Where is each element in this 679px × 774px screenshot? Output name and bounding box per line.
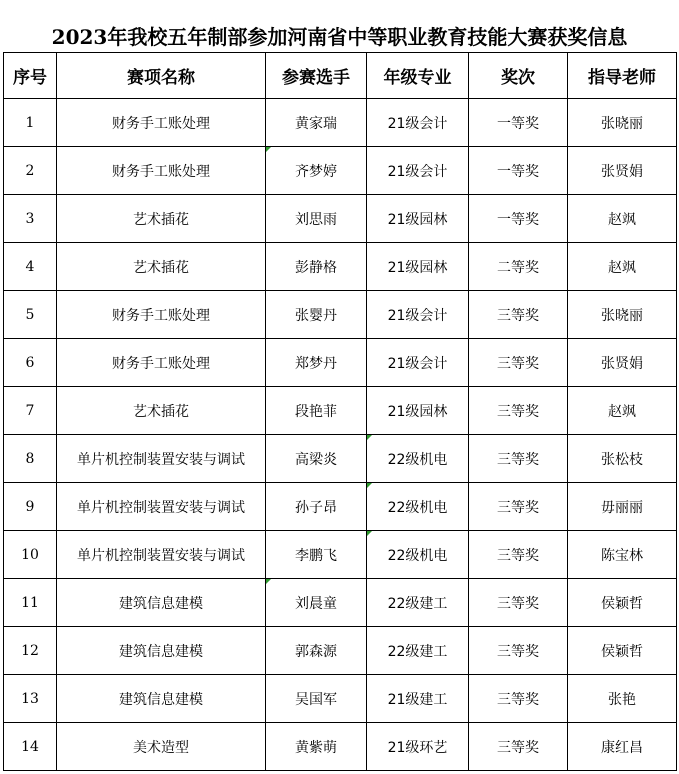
header-event-name: 赛项名称 [57,53,266,99]
cell-serial-number: 7 [4,387,57,435]
cell-serial-number: 10 [4,531,57,579]
cell-contestant: 郑梦丹 [266,339,367,387]
table-row [4,531,677,579]
cell-serial-number: 9 [4,483,57,531]
cell-serial-number: 14 [4,723,57,771]
awards-table [3,52,677,771]
table-row [4,483,677,531]
cell-event-name: 单片机控制装置安装与调试 [57,483,266,531]
cell-grade-major: 22级机电 [367,531,469,579]
cell-grade-major: 22级建工 [367,627,469,675]
cell-instructor: 张艳 [568,675,677,723]
cell-contestant: 张婴丹 [266,291,367,339]
cell-instructor: 张松枝 [568,435,677,483]
cell-award-level: 三等奖 [469,339,568,387]
cell-award-level: 三等奖 [469,435,568,483]
cell-grade-major: 21级建工 [367,675,469,723]
cell-instructor: 张贤娟 [568,147,677,195]
cell-award-level: 三等奖 [469,387,568,435]
cell-grade-major: 21级会计 [367,147,469,195]
cell-contestant: 彭静格 [266,243,367,291]
cell-award-level: 三等奖 [469,627,568,675]
cell-grade-major: 22级建工 [367,579,469,627]
cell-event-name: 财务手工账处理 [57,99,266,147]
table-header-row [4,53,677,99]
cell-contestant: 孙子昂 [266,483,367,531]
cell-award-level: 一等奖 [469,99,568,147]
cell-award-level: 三等奖 [469,483,568,531]
cell-instructor: 毋丽丽 [568,483,677,531]
cell-instructor: 赵飒 [568,387,677,435]
cell-event-name: 美术造型 [57,723,266,771]
cell-serial-number: 13 [4,675,57,723]
cell-grade-major: 21级环艺 [367,723,469,771]
cell-contestant: 高梁炎 [266,435,367,483]
cell-event-name: 单片机控制装置安装与调试 [57,435,266,483]
cell-grade-major: 21级园林 [367,243,469,291]
cell-grade-major: 21级园林 [367,387,469,435]
table-row [4,147,677,195]
cell-event-name: 财务手工账处理 [57,339,266,387]
header-contestant: 参赛选手 [266,53,367,99]
table-row [4,627,677,675]
cell-serial-number: 8 [4,435,57,483]
cell-contestant: 刘晨童 [266,579,367,627]
cell-contestant: 刘思雨 [266,195,367,243]
cell-event-name: 建筑信息建模 [57,627,266,675]
cell-instructor: 康红昌 [568,723,677,771]
cell-event-name: 财务手工账处理 [57,291,266,339]
table-row [4,99,677,147]
cell-grade-major: 22级机电 [367,435,469,483]
cell-event-name: 建筑信息建模 [57,579,266,627]
table-row [4,387,677,435]
cell-serial-number: 3 [4,195,57,243]
cell-serial-number: 5 [4,291,57,339]
cell-award-level: 三等奖 [469,675,568,723]
cell-award-level: 三等奖 [469,531,568,579]
table-row [4,723,677,771]
header-instructor: 指导老师 [568,53,677,99]
cell-grade-major: 21级会计 [367,339,469,387]
header-grade-major: 年级专业 [367,53,469,99]
table-row [4,675,677,723]
cell-award-level: 三等奖 [469,291,568,339]
cell-instructor: 侯颖哲 [568,627,677,675]
cell-instructor: 侯颖哲 [568,579,677,627]
table-row [4,339,677,387]
cell-award-level: 三等奖 [469,723,568,771]
cell-serial-number: 11 [4,579,57,627]
table-row [4,195,677,243]
cell-event-name: 财务手工账处理 [57,147,266,195]
cell-grade-major: 21级会计 [367,99,469,147]
cell-serial-number: 6 [4,339,57,387]
cell-instructor: 张贤娟 [568,339,677,387]
cell-event-name: 艺术插花 [57,243,266,291]
cell-event-name: 艺术插花 [57,387,266,435]
cell-award-level: 一等奖 [469,147,568,195]
cell-contestant: 黄紫萌 [266,723,367,771]
table-row [4,579,677,627]
cell-serial-number: 2 [4,147,57,195]
cell-award-level: 一等奖 [469,195,568,243]
cell-contestant: 李鹏飞 [266,531,367,579]
table-row [4,435,677,483]
cell-event-name: 艺术插花 [57,195,266,243]
header-award-level: 奖次 [469,53,568,99]
cell-serial-number: 12 [4,627,57,675]
cell-event-name: 建筑信息建模 [57,675,266,723]
table-row [4,291,677,339]
cell-contestant: 黄家瑞 [266,99,367,147]
document-title: 2023年我校五年制部参加河南省中等职业教育技能大赛获奖信息 [51,25,628,49]
cell-contestant: 段艳菲 [266,387,367,435]
cell-award-level: 二等奖 [469,243,568,291]
cell-instructor: 赵飒 [568,195,677,243]
cell-instructor: 张晓丽 [568,99,677,147]
cell-serial-number: 1 [4,99,57,147]
cell-instructor: 陈宝林 [568,531,677,579]
cell-contestant: 郭森源 [266,627,367,675]
cell-contestant: 吴国军 [266,675,367,723]
cell-contestant: 齐梦婷 [266,147,367,195]
cell-serial-number: 4 [4,243,57,291]
cell-instructor: 赵飒 [568,243,677,291]
table-row [4,243,677,291]
cell-event-name: 单片机控制装置安装与调试 [57,531,266,579]
cell-instructor: 张晓丽 [568,291,677,339]
cell-award-level: 三等奖 [469,579,568,627]
header-serial-number: 序号 [4,53,57,99]
cell-grade-major: 22级机电 [367,483,469,531]
cell-grade-major: 21级园林 [367,195,469,243]
cell-grade-major: 21级会计 [367,291,469,339]
